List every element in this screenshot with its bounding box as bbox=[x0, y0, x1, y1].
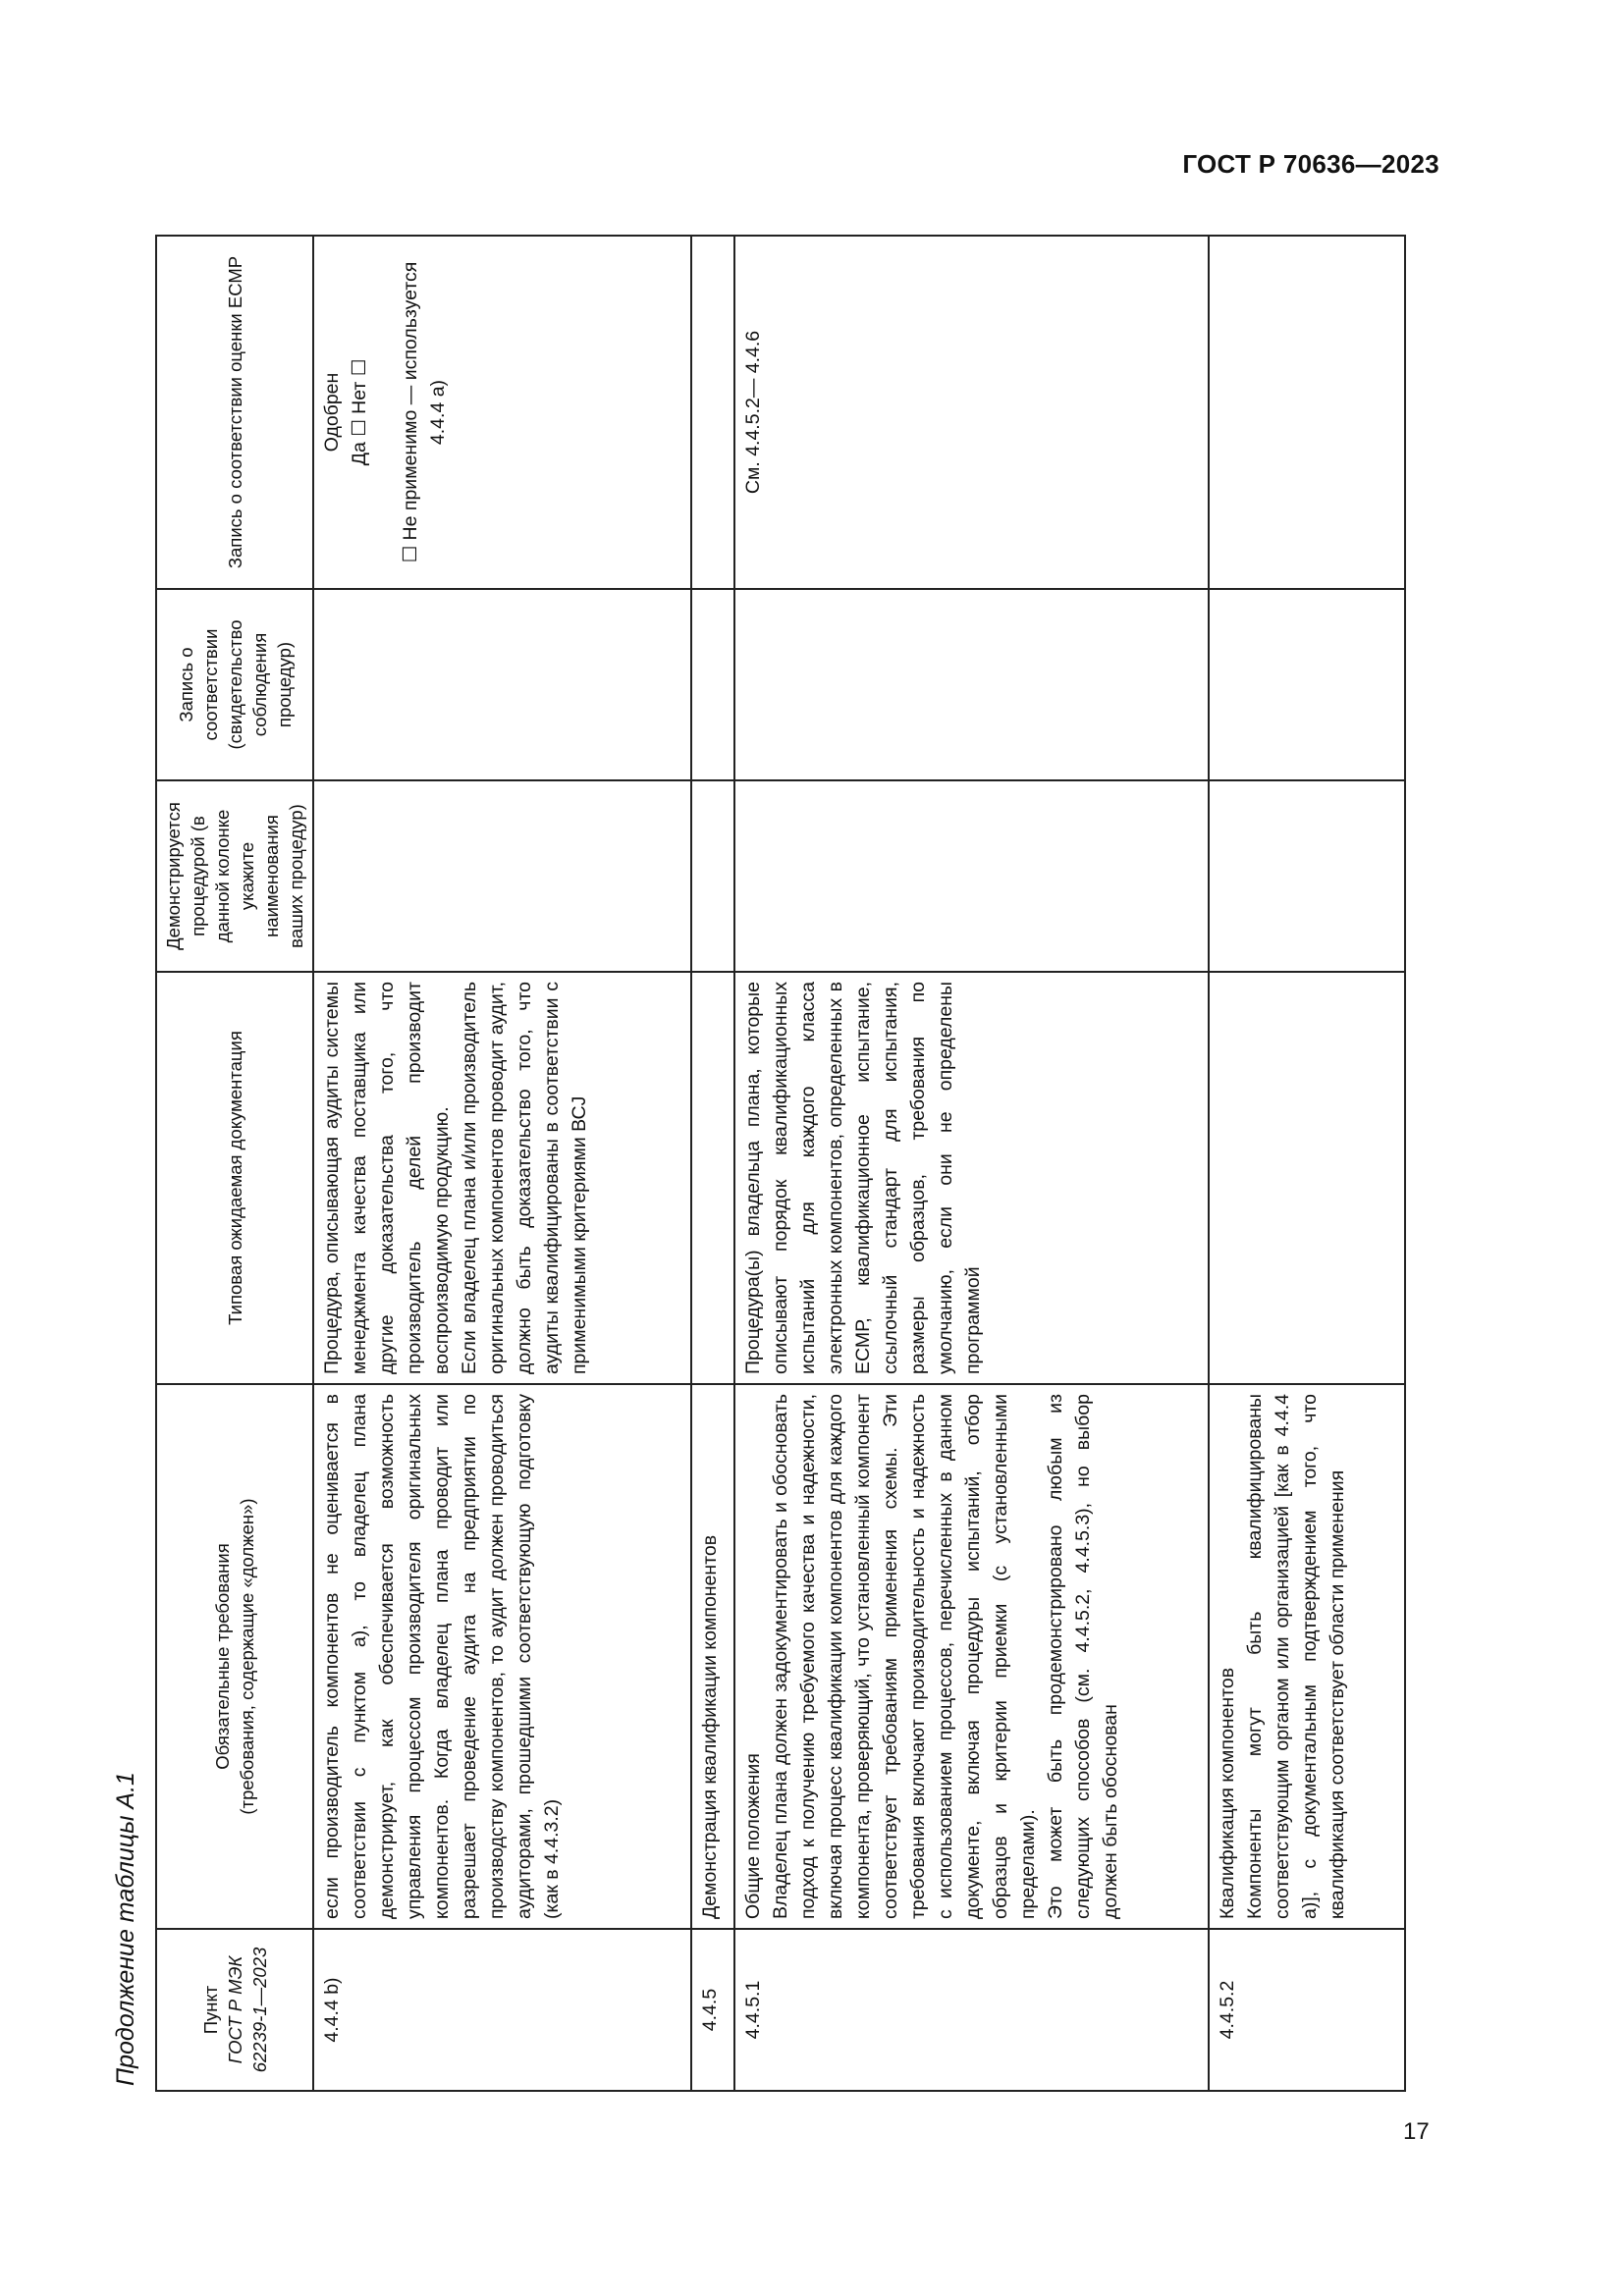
table-row bbox=[734, 236, 1209, 2091]
not-applicable-checkbox[interactable]: ☐ Не применимо — используется 4.4.4 а) bbox=[400, 261, 449, 563]
record-cell[interactable] bbox=[313, 589, 691, 780]
documentation-cell bbox=[691, 972, 734, 1384]
procedure-cell[interactable] bbox=[1209, 780, 1405, 972]
approved-label: Одобрен bbox=[321, 372, 343, 453]
header-documentation: Типовая ожидаемая документация bbox=[156, 972, 313, 1384]
requirement-cell: если производитель компонентов не оценивается в соответствии с пунктом а), то владелец плана демонстрирует, как обеспечивается возможность управления процессом производителя оригинальных компонентов. Когда владелец плана проводит или разрешает проведение аудита на предприятии по производству компонентов, то аудит должен проводиться аудиторами, прошедшими соответствующую подготовку (как в 4.4.3.2) bbox=[313, 1384, 691, 1929]
requirement-text: Владелец плана должен задокументировать и обосновать подход к получению требуемого качества и надежности, включая процесс квалификации компонентов для каждого компонента, проверяющий, что установленный компонент соответствует требованиям применения схемы. Эти требования включают производительность и надежность с использованием процессов, перечисленных в данном документе, включая процедуры испытаний, отбор образцов и критерии приемки (с установленными пределами). Это может быть продемонстрировано любым из следующих способов (см. 4.4.5.2, 4.4.5.3), но выбор должен быть обоснован bbox=[770, 1394, 1121, 1919]
documentation-cell bbox=[1209, 972, 1405, 1384]
record-cell[interactable] bbox=[734, 589, 1209, 780]
standard-designation: ГОСТ Р 70636—2023 bbox=[1182, 149, 1439, 179]
clause-cell: 4.4.5.2 bbox=[1209, 1929, 1405, 2091]
clause-cell: 4.4.5 bbox=[691, 1929, 734, 2091]
ecmp-cell bbox=[691, 236, 734, 589]
header-procedure: Демонстрируется процедурой (в данной колонке укажите наименования ваших процедур) bbox=[156, 780, 313, 972]
procedure-cell[interactable] bbox=[691, 780, 734, 972]
requirements-table bbox=[155, 235, 1406, 2092]
requirement-text: Компоненты могут быть квалифицированы соответствующим органом или организацией [как в 4.4.4 а)], с документальным подтверждением того, что квалификация соответствует области применения bbox=[1244, 1394, 1348, 1919]
ecmp-cell bbox=[313, 236, 691, 589]
yes-no-checkboxes[interactable]: Да ☐ Нет ☐ bbox=[349, 358, 370, 466]
requirement-cell bbox=[1209, 1384, 1405, 1929]
requirement-title: Общие положения bbox=[742, 1753, 764, 1919]
header-requirements: Обязательные требования (требования, содержащие «должен») bbox=[156, 1384, 313, 1929]
header-compliance-record: Запись о соответствии (свидетельство соблюдения процедур) bbox=[156, 589, 313, 780]
record-cell[interactable] bbox=[691, 589, 734, 780]
table-row bbox=[1209, 236, 1405, 2091]
table-row bbox=[691, 236, 734, 2091]
clause-cell: 4.4.5.1 bbox=[734, 1929, 1209, 2091]
requirement-title: Квалификация компонентов bbox=[1217, 1667, 1238, 1919]
procedure-cell[interactable] bbox=[313, 780, 691, 972]
rotated-table-wrapper bbox=[155, 227, 1432, 2092]
header-clause: Пункт ГОСТ Р МЭК 62239-1—2023 bbox=[156, 1929, 313, 2091]
documentation-cell: Процедура(ы) владельца плана, которые описывают порядок квалификационных испытаний для каждого класса электронных компонентов, определенных в ЕСМР, квалификационное испытание, ссылочный стандарт для испытания, размеры образцов, требования по умолчанию, если они не определены программой bbox=[734, 972, 1209, 1384]
requirement-cell: Демонстрация квалификации компонентов bbox=[691, 1384, 734, 1929]
record-cell[interactable] bbox=[1209, 589, 1405, 780]
header-ecmp-record: Запись о соответствии оценки ЕСМР bbox=[156, 236, 313, 589]
table-header-row bbox=[156, 236, 313, 2091]
documentation-cell: Процедура, описывающая аудиты системы менеджмента качества поставщика или другие доказательства того, что производитель делей производит воспроизводимую продукцию. Если владелец плана и/или производитель оригинальных компонентов проводит аудит, должно быть доказательство того, что аудиты квалифицированы в соответствии с применимыми критериями ВСJ bbox=[313, 972, 691, 1384]
ecmp-cell: См. 4.4.5.2— 4.4.6 bbox=[734, 236, 1209, 589]
ecmp-cell bbox=[1209, 236, 1405, 589]
page-number: 17 bbox=[1403, 2118, 1430, 2145]
table-caption: Продолжение таблицы А.1 bbox=[112, 1772, 139, 2086]
table-row bbox=[313, 236, 691, 2091]
requirement-cell bbox=[734, 1384, 1209, 1929]
procedure-cell[interactable] bbox=[734, 780, 1209, 972]
clause-cell: 4.4.4 b) bbox=[313, 1929, 691, 2091]
